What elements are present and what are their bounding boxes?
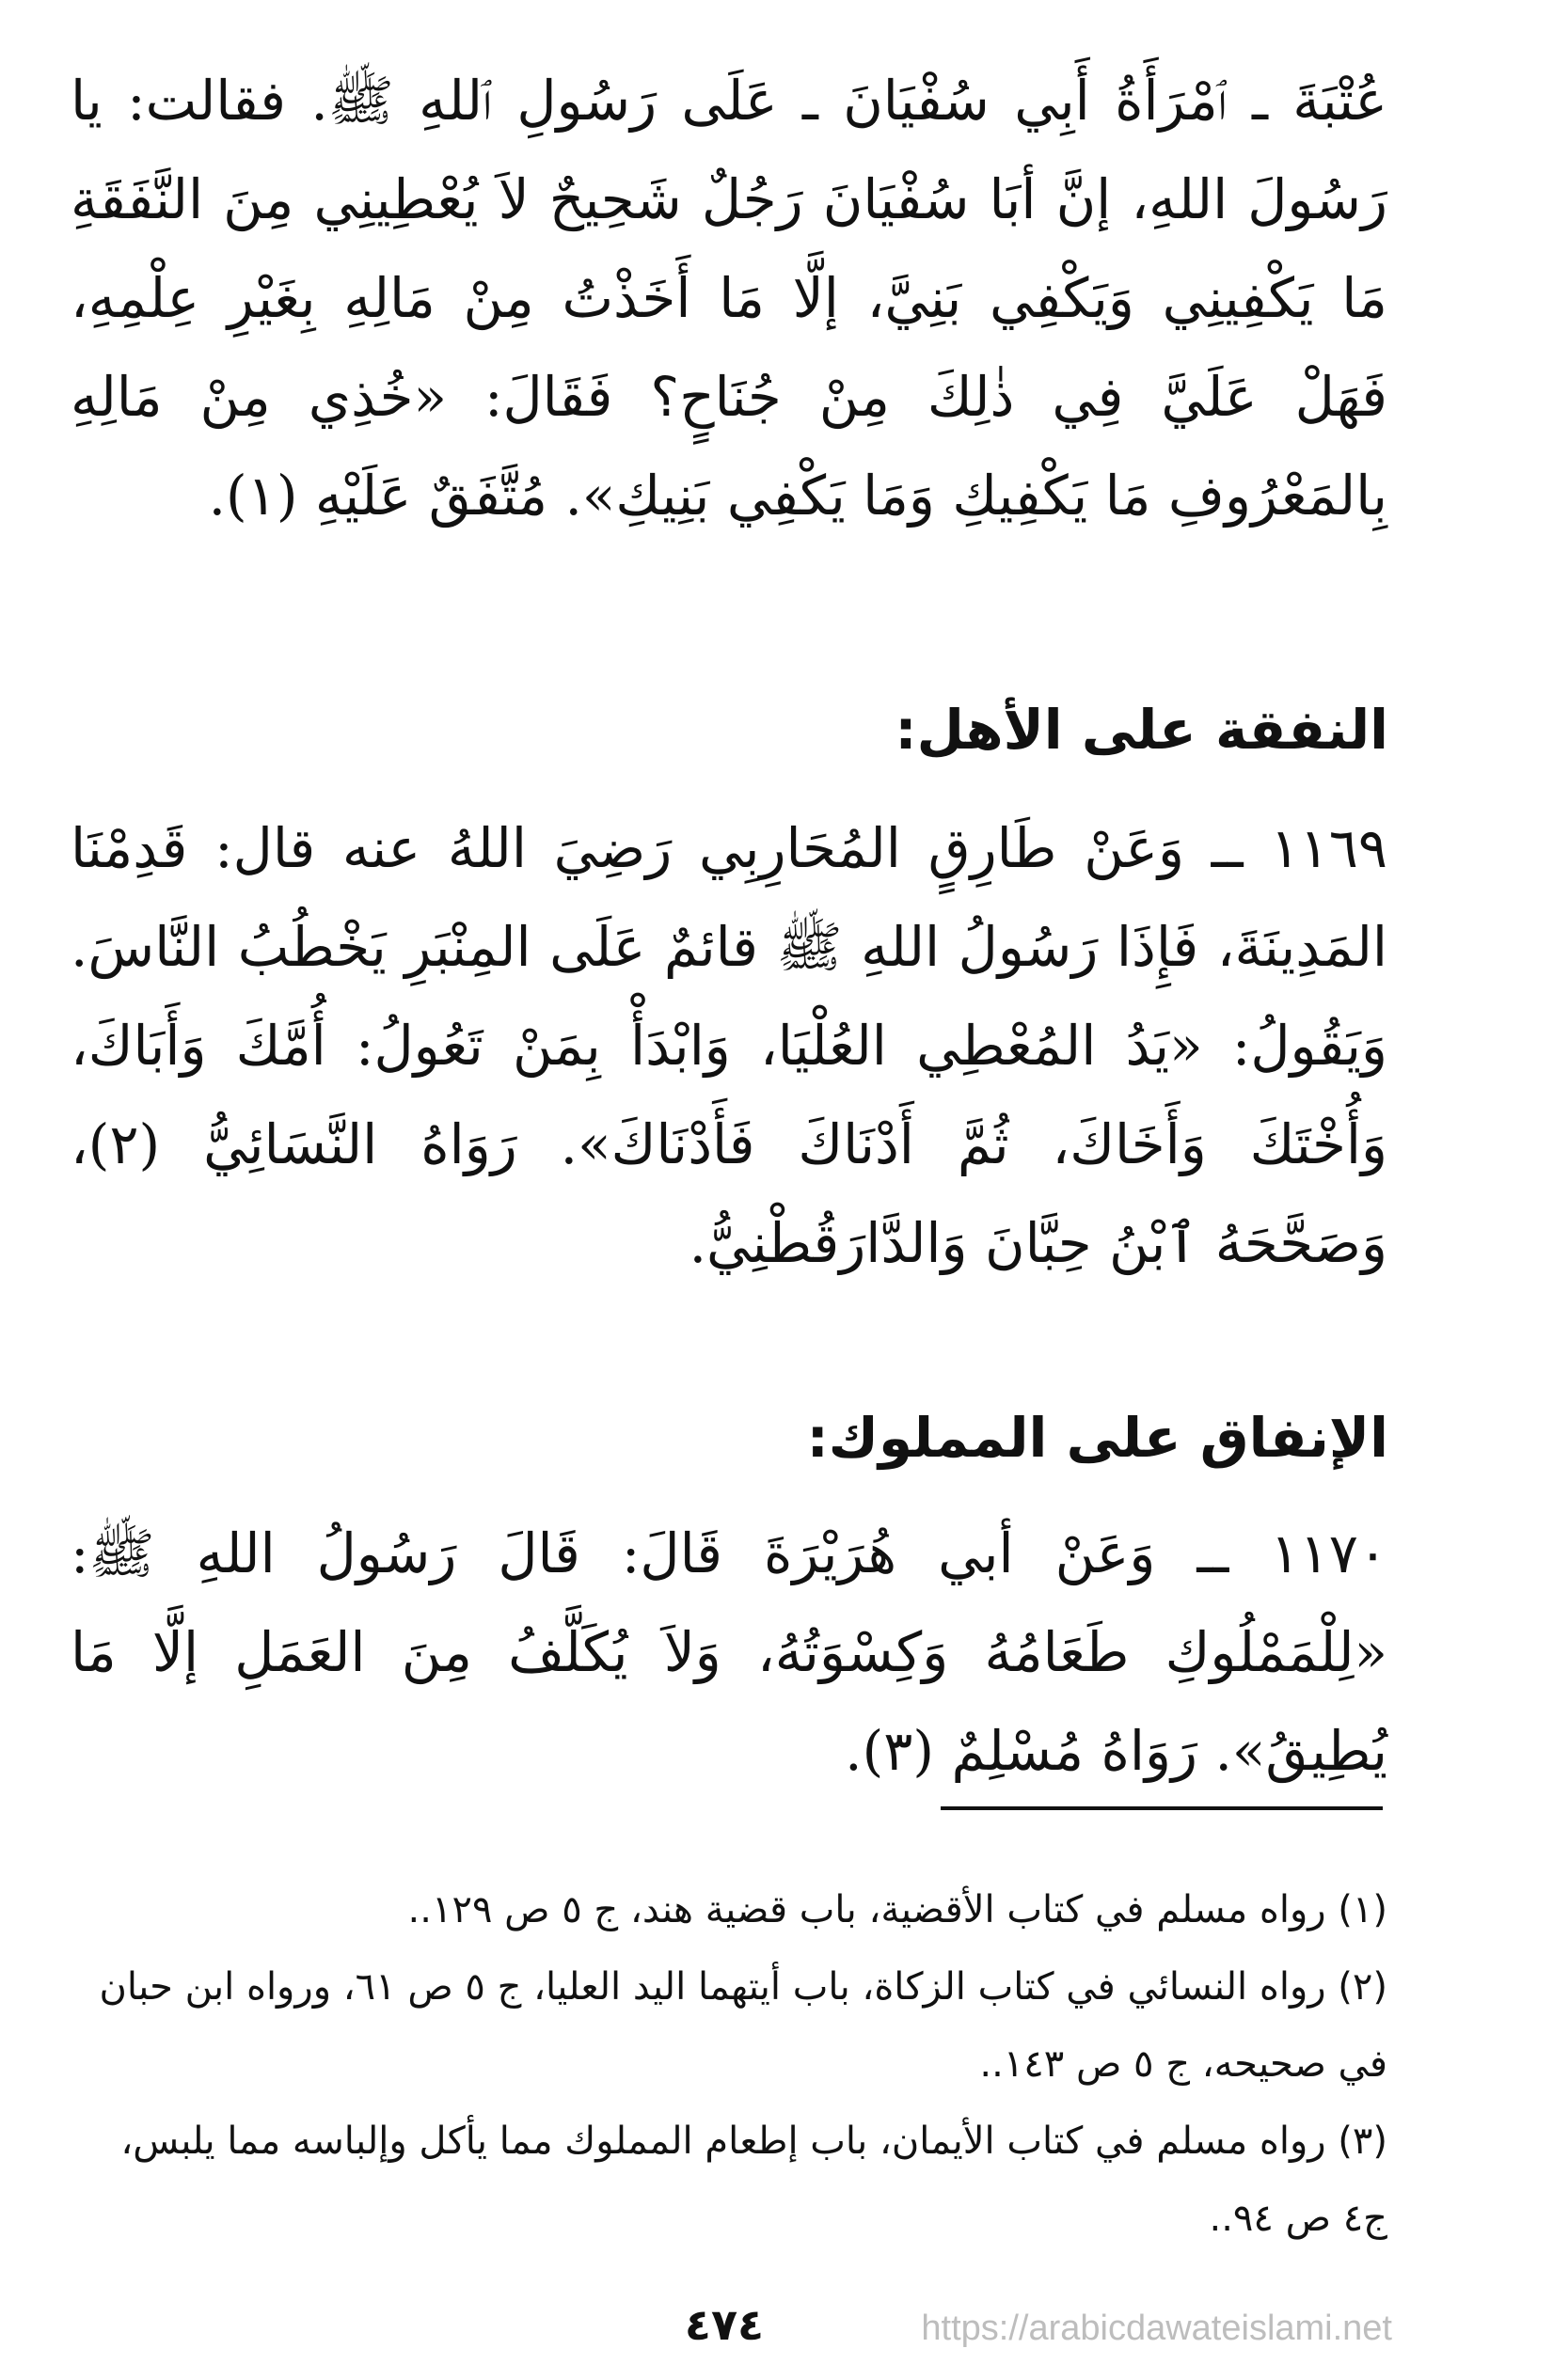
hadith-paragraph: ١١٦٩ ــ وَعَنْ طَارِقٍ المُحَارِبِي رَضِيَ اللهُ عنه قال: قَدِمْنَا المَدِينَةَ، فَإِذَا رَسُولُ اللهِ ﷺ قائمٌ عَلَى المِنْبَرِ يَخْطُبُ النَّاسَ. وَيَقُولُ: «يَدُ المُعْطِي العُلْيَا، وَابْدَأْ بِمَنْ تَعُولُ: أُمَّكَ وَأَبَاكَ، وَأُخْتَكَ وَأَخَاكَ، ثُمَّ أَدْنَاكَ فَأَدْنَاكَ». رَوَاهُ النَّسَائِيُّ (٢)، وَصَحَّحَهُ ٱبْنُ حِبَّانَ وَالدَّارَقُطْنِيُّ. [71, 816, 1387, 1275]
hadith-continuation [71, 52, 1387, 545]
hadith-paragraph: ١١٧٠ ــ وَعَنْ أبي هُرَيْرَةَ قَالَ: قَالَ رَسُولُ اللهِ ﷺ: «لِلْمَمْلُوكِ طَعَامُهُ وَكِسْوَتُهُ، وَلاَ يُكَلَّفُ مِنَ العَمَلِ إلَّا مَا يُطِيقُ». رَوَاهُ مُسْلِمٌ (٣). [71, 1521, 1387, 1783]
footnote-3: (٣) رواه مسلم في كتاب الأيمان، باب إطعام المملوك مما يأكل وإلباسه مما يلبس، ج٤ ص ٩٤.. [120, 2120, 1387, 2240]
hadith-1169 [71, 799, 1387, 1293]
footnotes [71, 1871, 1387, 2257]
watermark-url: https://arabicdawateislami.net [921, 2309, 1392, 2348]
section-heading-family-spending: النفقة على الأهل: [895, 698, 1388, 762]
footnote-divider [941, 1806, 1383, 1810]
footnote-1: (١) رواه مسلم في كتاب الأقضية، باب قضية هند، ج ٥ ص ١٢٩.. [407, 1888, 1387, 1931]
section-heading-slave-spending: الإنفاق على المملوك: [806, 1406, 1388, 1470]
hadith-1170 [71, 1505, 1387, 1801]
hadith-paragraph: عُتْبَةَ ـ ٱمْرَأَةُ أَبِي سُفْيَانَ ـ عَلَى رَسُولِ ٱللهِ ﷺ. فقالت: يا رَسُولَ اللهِ، إنَّ أبَا سُفْيَانَ رَجُلٌ شَحِيحٌ لاَ يُعْطِينِي مِنَ النَّفَقَةِ مَا يَكْفِينِي وَيَكْفِي بَنِيَّ، إلَّا مَا أَخَذْتُ مِنْ مَالِهِ بِغَيْرِ عِلْمِهِ، فَهَلْ عَلَيَّ فِي ذٰلِكَ مِنْ جُنَاحٍ؟ فَقَالَ: «خُذِي مِنْ مَالِهِ بِالمَعْرُوفِ مَا يَكْفِيكِ وَمَا يَكْفِي بَنِيكِ». مُتَّفَقٌ عَلَيْهِ (١). [71, 69, 1387, 528]
footnote-2: (٢) رواه النسائي في كتاب الزكاة، باب أيتهما اليد العليا، ج ٥ ص ٦١، ورواه ابن حبان في صحيحه، ج ٥ ص ١٤٣.. [99, 1965, 1387, 2086]
page-number: ٤٧٤ [684, 2299, 765, 2350]
